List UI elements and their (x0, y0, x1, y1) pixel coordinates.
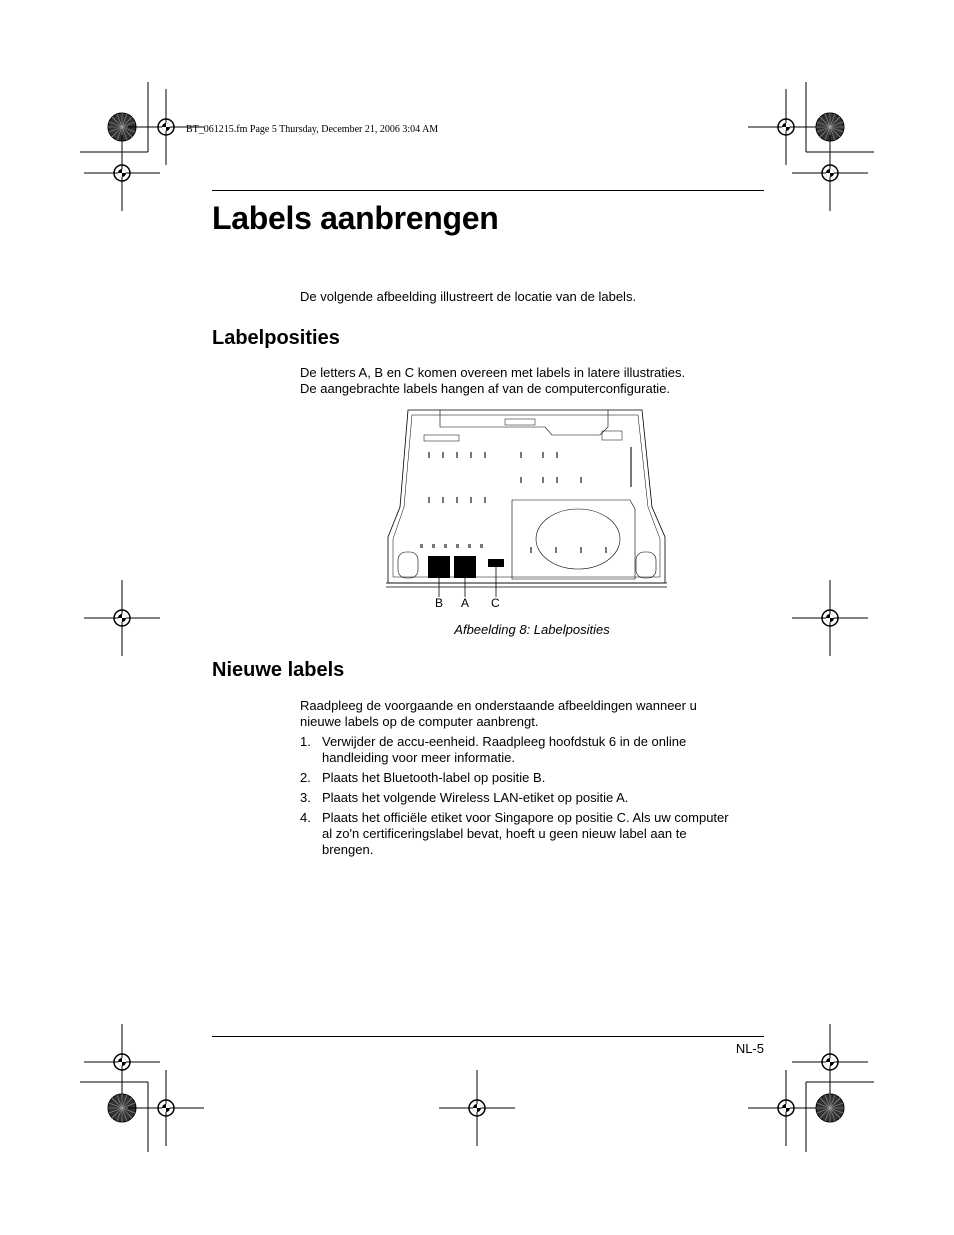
bottom-rule (212, 1036, 764, 1037)
step-line: al zo'n certificeringslabel bevat, hoeft u geen nieuw label aan te (322, 826, 687, 841)
star-target-icon (816, 1094, 844, 1122)
section1-line1: De letters A, B en C komen overeen met labels in latere illustraties. (300, 365, 686, 380)
list-item (300, 734, 770, 766)
section2-intro (300, 698, 770, 730)
label-position-c (488, 559, 504, 567)
label-position-b (428, 556, 450, 578)
crosshair-icon (439, 1070, 515, 1146)
crosshair-icon (84, 135, 160, 211)
step-line: Plaats het volgende Wireless LAN-etiket op positie A. (322, 790, 629, 805)
list-item (300, 770, 770, 786)
section-heading-labelposities: Labelposities (212, 327, 340, 349)
label-position-a (454, 556, 476, 578)
section2-intro-line2: nieuwe labels op de computer aanbrengt. (300, 714, 539, 729)
intro-text: De volgende afbeelding illustreert de locatie van de labels. (300, 289, 637, 304)
step-line: handleiding voor meer informatie. (322, 750, 515, 765)
crosshair-icon (792, 1024, 868, 1100)
figure-label-b: B (435, 596, 444, 610)
crop-lines (80, 82, 874, 1152)
step-number: 4. (300, 810, 311, 825)
file-header-info: BT_061215.fm Page 5 Thursday, December 21, 2006 3:04 AM (186, 124, 439, 135)
step-line: brengen. (322, 842, 374, 857)
figure-label-c: C (491, 596, 500, 610)
crosshair-icon (748, 89, 824, 165)
section1-text (300, 365, 770, 397)
list-item (300, 790, 770, 806)
crosshair-icon (84, 1024, 160, 1100)
section2-intro-line1: Raadpleeg de voorgaande en onderstaande afbeeldingen wanneer u (300, 698, 697, 713)
list-item (300, 810, 770, 858)
step-number: 2. (300, 770, 311, 785)
page-title: Labels aanbrengen (212, 200, 499, 236)
laptop-underside-figure (380, 407, 670, 612)
steps-list (300, 734, 770, 862)
figure-caption: Afbeelding 8: Labelposities (454, 622, 610, 637)
step-number: 3. (300, 790, 311, 805)
step-number: 1. (300, 734, 311, 749)
step-line: Plaats het officiële etiket voor Singapore op positie C. Als uw computer (322, 810, 729, 825)
step-line: Plaats het Bluetooth-label op positie B. (322, 770, 546, 785)
crosshair-icon (128, 1070, 204, 1146)
crosshair-icon (792, 580, 868, 656)
section1-line2: De aangebrachte labels hangen af van de computerconfiguratie. (300, 381, 671, 396)
section-heading-nieuwe-labels: Nieuwe labels (212, 659, 345, 681)
crosshair-icon (792, 135, 868, 211)
top-rule (212, 190, 764, 191)
crosshair-icon (84, 580, 160, 656)
step-line: Verwijder de accu-eenheid. Raadpleeg hoofdstuk 6 in de online (322, 734, 687, 749)
crosshair-icon (748, 1070, 824, 1146)
page-number: NL-5 (735, 1041, 764, 1056)
figure-label-a: A (461, 596, 470, 610)
